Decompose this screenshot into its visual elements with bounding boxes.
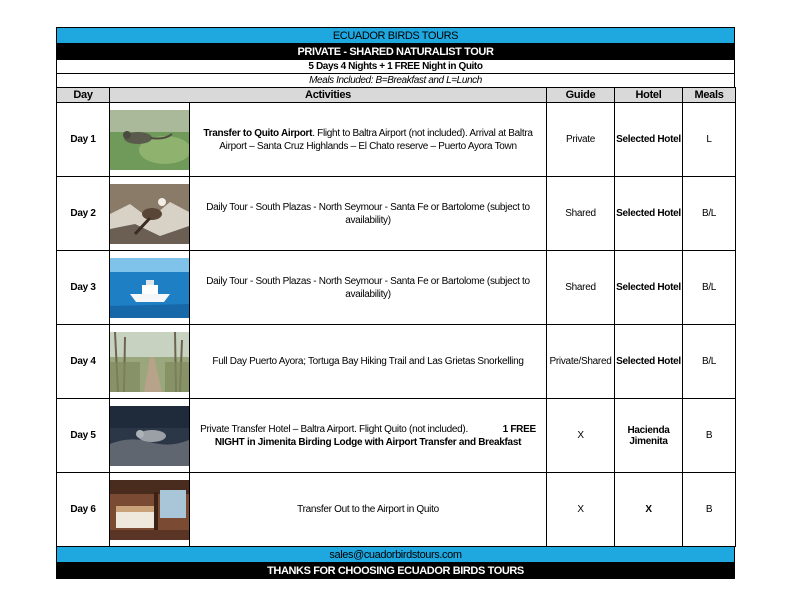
activity-cell: Transfer Out to the Airport in Quito (190, 473, 547, 547)
hotel-cell: Selected Hotel (615, 177, 683, 251)
iguana-photo (110, 110, 189, 170)
day-cell: Day 3 (57, 251, 110, 325)
table-row (57, 399, 736, 473)
activity-cell: Daily Tour - South Plazas - North Seymour - Santa Fe or Bartolome (subject to availability) (190, 177, 547, 251)
col-hotel: Hotel (615, 88, 683, 103)
col-meals: Meals (683, 88, 736, 103)
forest-trail-photo (110, 332, 189, 392)
table-row (57, 177, 736, 251)
tour-duration: 5 Days 4 Nights + 1 FREE Night in Quito (56, 59, 735, 73)
photo-cell (110, 103, 190, 177)
day-cell: Day 5 (57, 399, 110, 473)
meals-cell: B (683, 399, 736, 473)
table-row (57, 103, 736, 177)
photo-cell (110, 399, 190, 473)
contact-email[interactable]: sales@cuadorbirdstours.com (56, 547, 735, 563)
day-cell: Day 2 (57, 177, 110, 251)
day-cell: Day 1 (57, 103, 110, 177)
guide-cell: X (547, 399, 615, 473)
col-guide: Guide (547, 88, 615, 103)
col-activities: Activities (110, 88, 547, 103)
guide-cell: X (547, 473, 615, 547)
photo-cell (110, 251, 190, 325)
photo-cell (110, 473, 190, 547)
photo-cell (110, 325, 190, 399)
activity-cell (190, 399, 547, 473)
meals-cell: L (683, 103, 736, 177)
table-row (57, 251, 736, 325)
col-day: Day (57, 88, 110, 103)
activity-cell: Full Day Puerto Ayora; Tortuga Bay Hiking Trail and Las Grietas Snorkelling (190, 325, 547, 399)
activity-highlight: Transfer to Quito Airport (203, 127, 313, 139)
booby-bird-photo (110, 184, 189, 244)
yacht-photo (110, 258, 189, 318)
itinerary-sheet (56, 27, 735, 579)
meals-cell: B (683, 473, 736, 547)
thanks-banner: THANKS FOR CHOOSING ECUADOR BIRDS TOURS (56, 563, 735, 579)
activity-cell (190, 103, 547, 177)
day-cell: Day 4 (57, 325, 110, 399)
hotel-cell: Hacienda Jimenita (615, 399, 683, 473)
tour-title: ECUADOR BIRDS TOURS (56, 27, 735, 43)
tour-subtitle: PRIVATE - SHARED NATURALIST TOUR (56, 43, 735, 59)
lodge-room-photo (110, 480, 189, 540)
activity-text: . Flight to Baltra Airport (not included). Arrival at Baltra Airport – Santa Cruz Highlands – El Chato reserve – Puerto Ayora Town (219, 127, 533, 152)
table-header-row (57, 88, 736, 103)
photo-cell (110, 177, 190, 251)
table-row (57, 325, 736, 399)
hotel-cell: Selected Hotel (615, 251, 683, 325)
meals-cell: B/L (683, 251, 736, 325)
meals-cell: B/L (683, 325, 736, 399)
guide-cell: Private/Shared (547, 325, 615, 399)
sea-lion-photo (110, 406, 189, 466)
activity-cell: Daily Tour - South Plazas - North Seymour - Santa Fe or Bartolome (subject to availability) (190, 251, 547, 325)
activity-text: Private Transfer Hotel – Baltra Airport. Flight Quito (not included). (200, 423, 468, 435)
meals-cell: B/L (683, 177, 736, 251)
meals-note: Meals Included: B=Breakfast and L=Lunch (56, 73, 735, 87)
hotel-cell: Selected Hotel (615, 325, 683, 399)
itinerary-table (56, 87, 736, 547)
guide-cell: Shared (547, 177, 615, 251)
guide-cell: Private (547, 103, 615, 177)
day-cell: Day 6 (57, 473, 110, 547)
table-row (57, 473, 736, 547)
activity-highlight: 1 FREE NIGHT in Jimenita Birding Lodge with Airport Transfer and Breakfast (214, 423, 536, 448)
guide-cell: Shared (547, 251, 615, 325)
hotel-cell: Selected Hotel (615, 103, 683, 177)
hotel-cell: X (615, 473, 683, 547)
